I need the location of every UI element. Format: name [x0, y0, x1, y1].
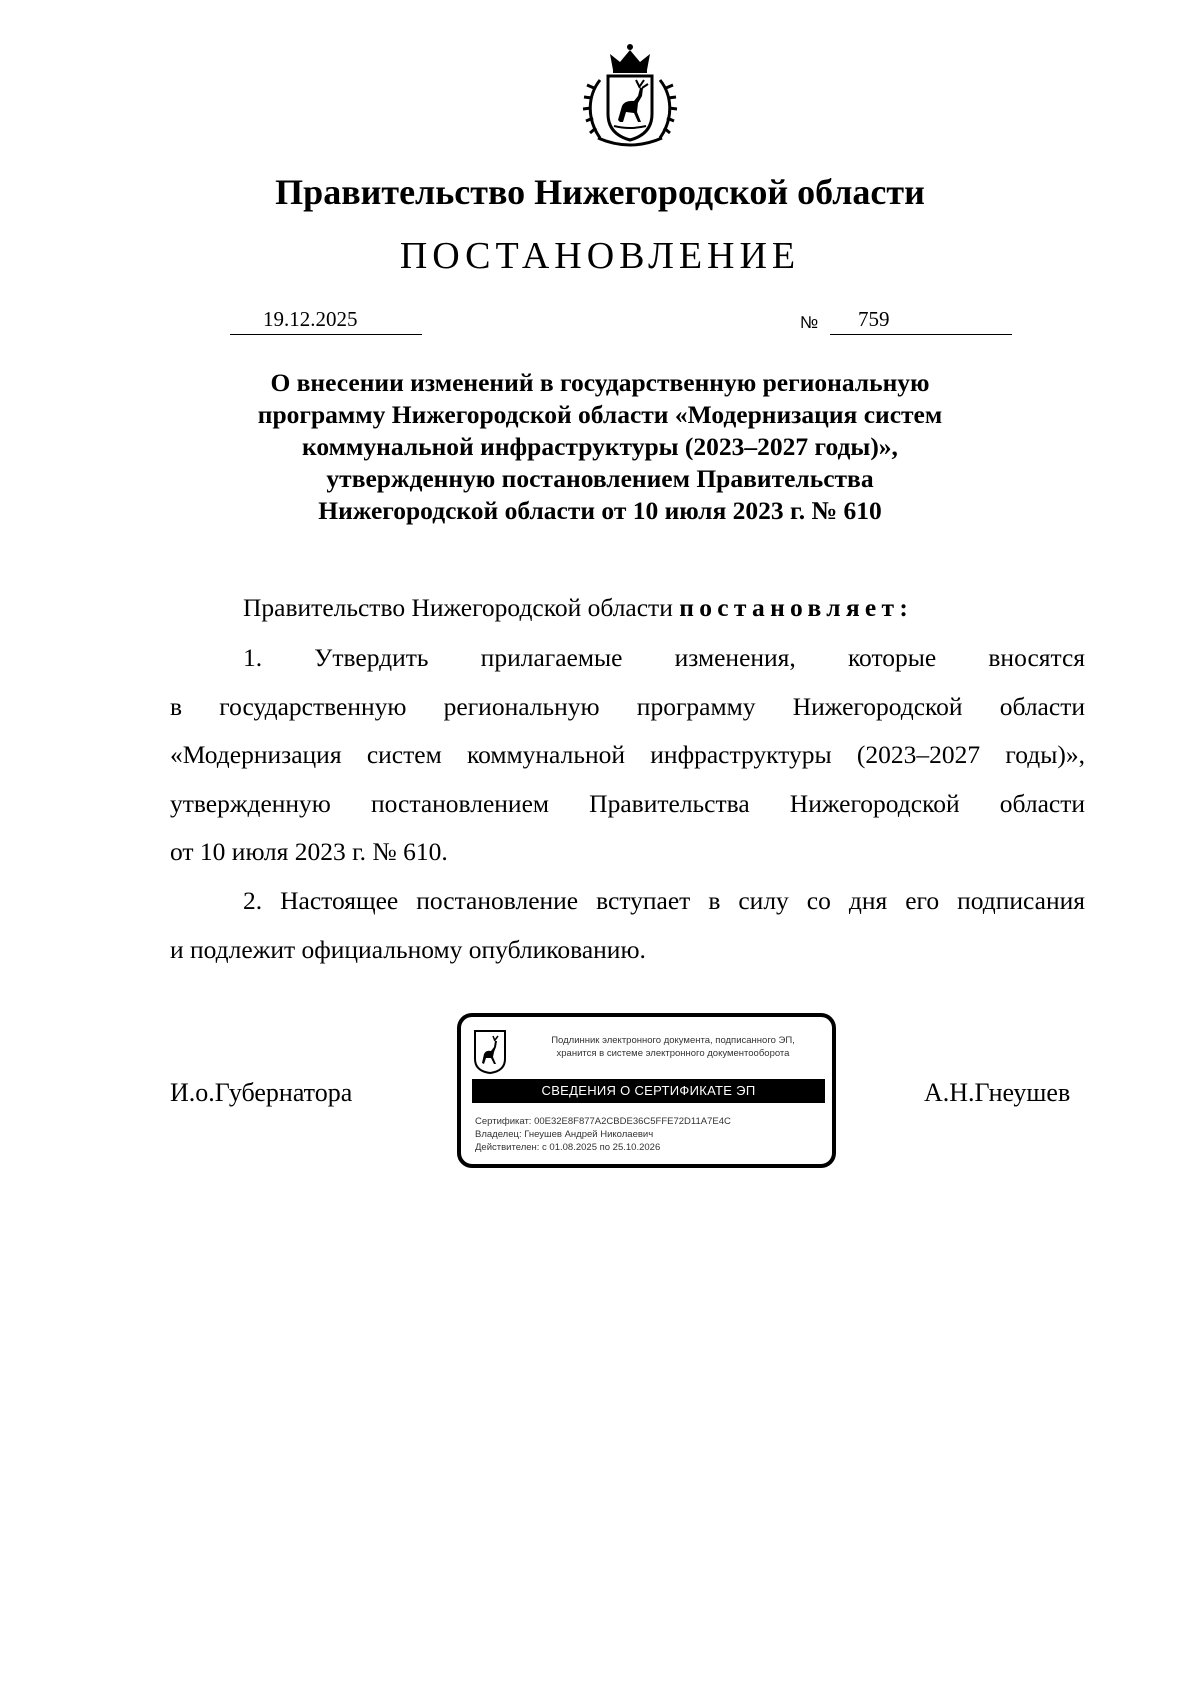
paragraph-line: 1. Утвердить прилагаемые изменения, которые вносятся: [243, 643, 1085, 672]
subject-line: О внесении изменений в государственную региональную: [270, 368, 930, 397]
coat-of-arms-icon: [570, 40, 690, 148]
coat-of-arms-icon: [473, 1029, 507, 1075]
certificate-intro: [523, 1034, 823, 1060]
subject-line: коммунальной инфраструктуры (2023–2027 годы)»,: [302, 432, 898, 461]
paragraph-1: [170, 634, 1085, 877]
certificate-intro-line: хранится в системе электронного документооборота: [556, 1048, 790, 1059]
signatory-position: И.о.Губернатора: [170, 1078, 353, 1107]
paragraph-line: в государственную региональную программу Нижегородской области: [170, 691, 1085, 721]
certificate-intro-line: Подлинник электронного документа, подписанного ЭП,: [551, 1035, 795, 1046]
electronic-signature-stamp: [457, 1013, 836, 1168]
document-subject: [150, 367, 1050, 527]
registration-number: 759: [858, 307, 890, 331]
registration-date-field: [230, 304, 422, 335]
registration-number-field: [830, 304, 1012, 335]
paragraph-line: 2. Настоящее постановление вступает в силу со дня его подписания: [243, 886, 1085, 915]
organization-title: Правительство Нижегородской области: [275, 172, 925, 212]
certificate-owner: Владелец: Гнеушев Андрей Николаевич: [475, 1129, 654, 1140]
number-sign: №: [800, 313, 819, 332]
paragraph-line: и подлежит официальному опубликованию.: [170, 934, 646, 964]
subject-line: программу Нижегородской области «Модернизация систем: [257, 400, 943, 429]
signatory-name: А.Н.Гнеушев: [924, 1078, 1071, 1107]
certificate-header-bar: СВЕДЕНИЯ О СЕРТИФИКАТЕ ЭП: [472, 1079, 825, 1103]
paragraph-2: [170, 877, 1085, 974]
certificate-validity: Действителен: с 01.08.2025 по 25.10.2026: [475, 1142, 661, 1153]
registration-date: 19.12.2025: [263, 307, 358, 331]
paragraph-line: «Модернизация систем коммунальной инфраструктуры (2023–2027 годы)»,: [170, 740, 1085, 769]
preamble-emphasis: постановляет:: [679, 593, 914, 622]
document-type: ПОСТАНОВЛЕНИЕ: [399, 235, 801, 277]
preamble-text: Правительство Нижегородской области: [243, 593, 673, 622]
paragraph-line: от 10 июля 2023 г. № 610.: [170, 837, 448, 866]
subject-line: утвержденную постановлением Правительства: [326, 464, 874, 493]
subject-line: Нижегородской области от 10 июля 2023 г. № 610: [318, 496, 882, 525]
paragraph-line: утвержденную постановлением Правительства Нижегородской области: [170, 788, 1085, 818]
preamble: [243, 592, 913, 624]
certificate-serial: Сертификат: 00E32E8F877A2CBDE36C5FFE72D11A7E4C: [475, 1116, 731, 1127]
